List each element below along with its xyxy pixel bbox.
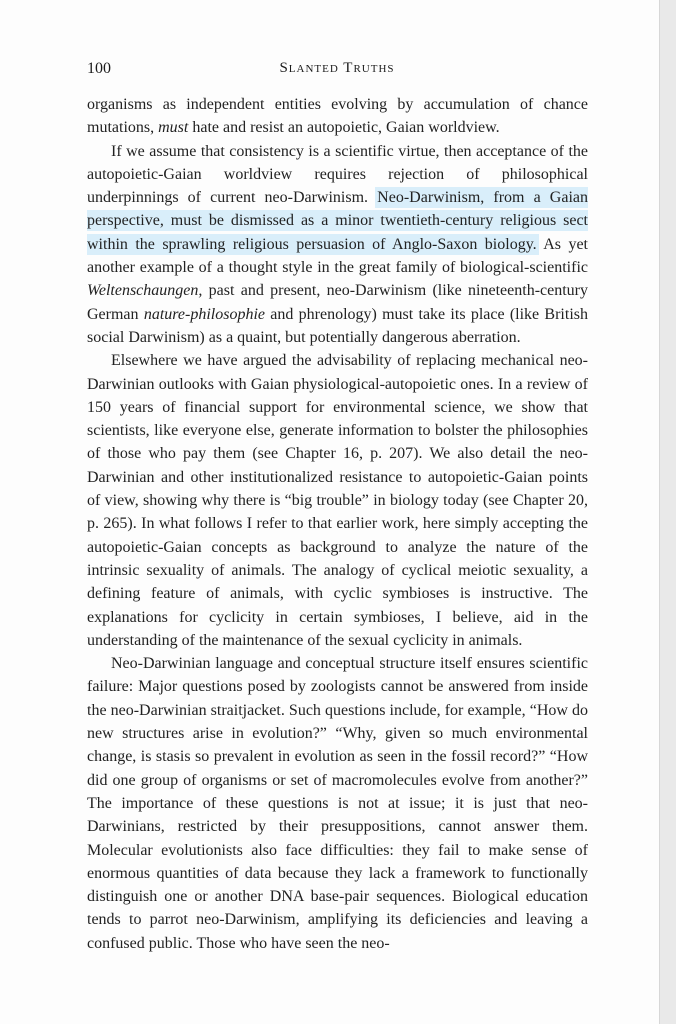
paragraph-2-text-d: and phrenology) must take its place (like British social Darwinism) as a quaint, but potentially dangerous aberration.	[87, 305, 588, 346]
paragraph-2-text-b: As yet another example of a thought style in the great family of biological-scientific	[87, 235, 588, 277]
page-number: 100	[87, 60, 111, 77]
text-selection-highlight[interactable]: Neo-Darwinism, from a Gaian perspective, must be dismissed as a minor twentieth-century religious sect within the sprawling religious persuasion of Anglo-Saxon biology.	[87, 189, 588, 253]
running-head	[87, 60, 587, 82]
paragraph-2-text-c: past and present, neo-Darwinism (like nineteenth-century German	[87, 282, 588, 323]
paragraph-2-emphasis-1: Weltenschaungen,	[87, 282, 203, 300]
paragraph-3[interactable]: Elsewhere we have argued the advisability of replacing mechanical neo-Darwinian outlooks with Gaian physiological-autopoietic ones. In a review of 150 years of financial support for environmental science, we show that scientists, like everyone else, generate information to bolster the philosophies of those who pay them (see Chapter 16, p. 207). We also detail the neo-Darwinian and other institutionalized resistance to autopoietic-Gaian points of view, showing why there is “big trouble” in biology today (see Chapter 20, p. 265). In what follows I refer to that earlier work, here simply accepting the autopoietic-Gaian concepts as background to analyze the nature of the intrinsic sexuality of animals. The analogy of cyclical meiotic sexuality, a defining feature of animals, with cyclic symbioses is instructive. The explanations for cyclicity in certain symbioses, I believe, aid in the understanding of the maintenance of the sexual cyclicity in animals.	[87, 352, 588, 649]
paragraph-1-text-b: hate and resist an autopoietic, Gaian worldview.	[188, 119, 500, 137]
paragraph-2-text-a: If we assume that consistency is a scientific virtue, then acceptance of the autopoietic-Gaian worldview requires rejection of philosophical underpinnings of current neo-Darwinism.	[87, 142, 588, 207]
window-right-edge	[659, 0, 676, 1024]
paragraph-2[interactable]	[87, 140, 588, 350]
paragraph-1[interactable]	[87, 93, 588, 140]
paragraph-1-emphasis: must	[158, 119, 189, 137]
running-title: Slanted Truths	[279, 60, 395, 76]
paragraph-4[interactable]: Neo-Darwinian language and conceptual structure itself ensures scientific failure: Major questions posed by zoologists cannot be answered from inside the neo-Darwinian straitjacket. Such questions include, for example, “How do new structures arise in evolution?” “Why, given so much environmental change, is stasis so prevalent in evolution as seen in the fossil record?” “How did one group of organisms or set of macromolecules evolve from another?” The importance of these questions is not at issue; it is just that neo-Darwinians, restricted by their presuppositions, cannot answer them. Molecular evolutionists also face difficulties: they fail to make sense of enormous quantities of data because they lack a framework to functionally distinguish one or another DNA base-pair sequences. Biological education tends to parrot neo-Darwinism, amplifying its deficiencies and leaving a confused public. Those who have seen the neo-	[87, 655, 588, 952]
paragraph-2-emphasis-2: nature-philosophie	[143, 305, 265, 323]
paragraph-1-text-a: organisms as independent entities evolving by accumulation of chance mutations,	[87, 96, 588, 137]
body-text[interactable]	[87, 93, 588, 955]
